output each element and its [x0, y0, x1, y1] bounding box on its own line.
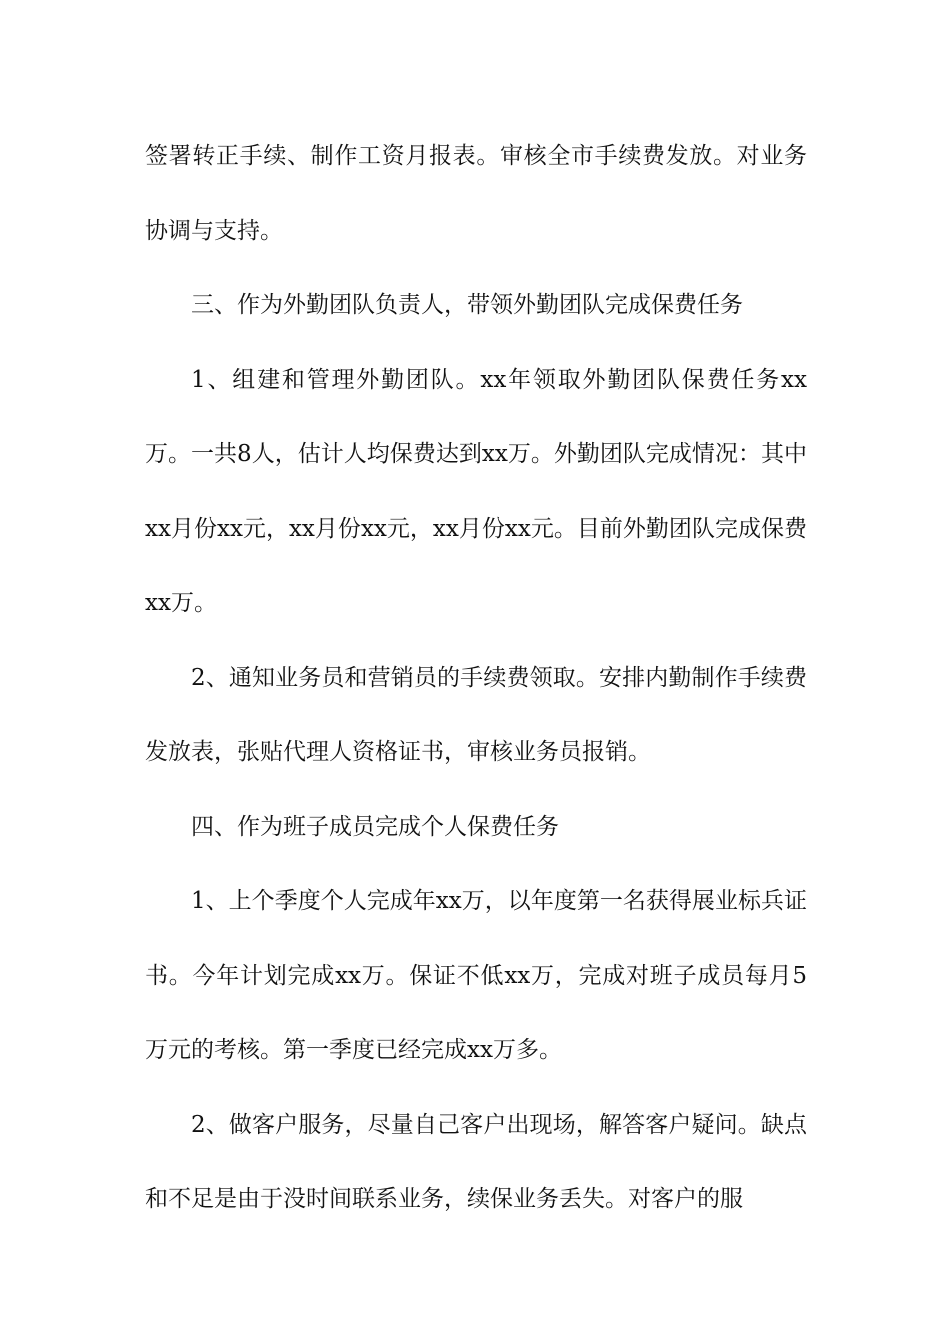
paragraph: 2、做客户服务，尽量自己客户出现场，解答客户疑问。缺点和不足是由于没时间联系业务，续保业务丢失。对客户的服 [145, 1111, 807, 1212]
section-heading: 三、作为外勤团队负责人，带领外勤团队完成保费任务 [191, 292, 743, 318]
section-heading: 四、作为班子成员完成个人保费任务 [191, 813, 559, 840]
paragraph: 1、组建和管理外勤团队。xx年领取外勤团队保费任务xx万。一共8人，估计人均保费达到xx万。外勤团队完成情况：其中xx月份xx元，xx月份xx元，xx月份xx元。目前外勤团队完成保费xx万。 [145, 366, 807, 616]
paragraph: 签署转正手续、制作工资月报表。审核全市手续费发放。对业务协调与支持。 [145, 143, 807, 244]
paragraph: 1、上个季度个人完成年xx万，以年度第一名获得展业标兵证书。今年计划完成xx万。保证不低xx万，完成对班子成员每月5万元的考核。第一季度已经完成xx万多。 [145, 888, 807, 1063]
document-body [145, 119, 807, 1237]
paragraph: 2、通知业务员和营销员的手续费领取。安排内勤制作手续费发放表，张贴代理人资格证书，审核业务员报销。 [145, 664, 807, 765]
